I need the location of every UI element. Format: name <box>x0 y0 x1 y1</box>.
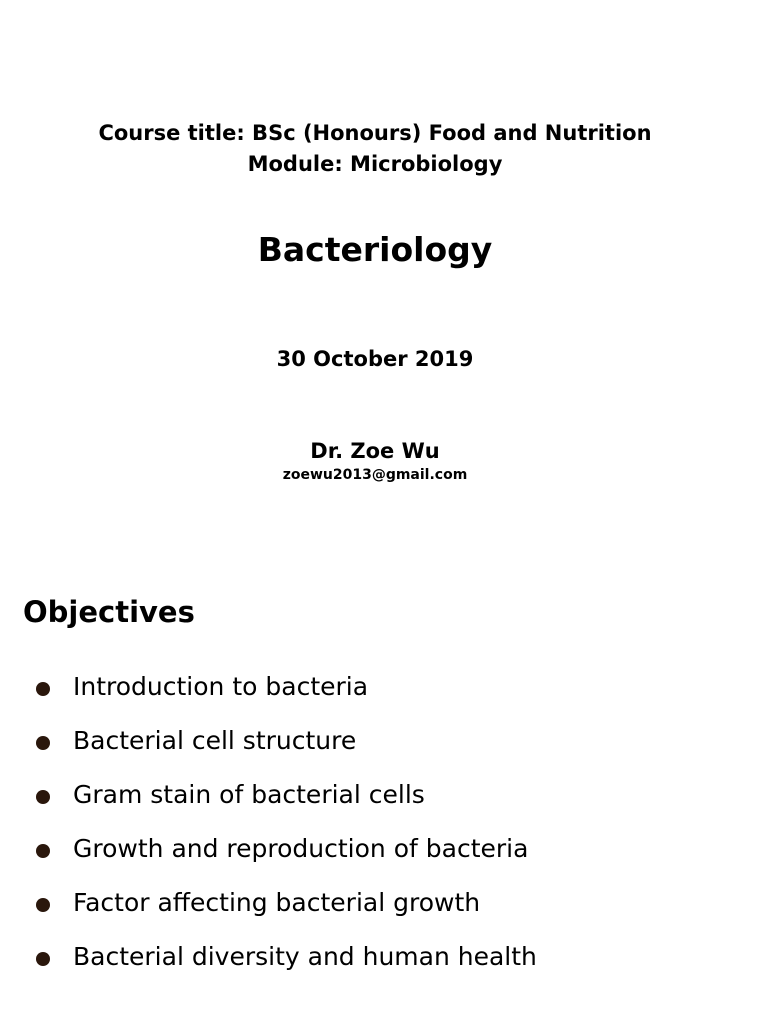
objective-text: Growth and reproduction of bacteria <box>73 834 529 863</box>
list-item <box>0 667 768 721</box>
bullet-icon <box>36 790 50 804</box>
objective-text: Introduction to bacteria <box>73 672 369 701</box>
objectives-heading: Objectives <box>23 595 195 629</box>
bullet-icon <box>36 898 50 912</box>
list-item <box>0 883 768 937</box>
module-name: Module: Microbiology <box>247 152 503 176</box>
list-item <box>0 775 768 829</box>
objective-text: Bacterial diversity and human health <box>73 942 537 971</box>
objective-text: Factor affecting bacterial growth <box>73 888 481 917</box>
bullet-icon <box>36 952 50 966</box>
objective-text: Bacterial cell structure <box>73 726 357 755</box>
list-item <box>0 721 768 775</box>
objectives-list <box>0 667 768 991</box>
author-email: zoewu2013@gmail.com <box>282 467 468 483</box>
bullet-icon <box>36 844 50 858</box>
bullet-icon <box>36 682 50 696</box>
list-item <box>0 829 768 883</box>
objective-text: Gram stain of bacterial cells <box>73 780 425 809</box>
list-item <box>0 937 768 991</box>
objectives-slide <box>0 560 768 1024</box>
lecture-date: 30 October 2019 <box>276 347 474 371</box>
author-name: Dr. Zoe Wu <box>310 439 440 463</box>
bullet-icon <box>36 736 50 750</box>
course-title: Course title: BSc (Honours) Food and Nutrition <box>98 121 652 145</box>
slide-title: Bacteriology <box>257 230 493 269</box>
